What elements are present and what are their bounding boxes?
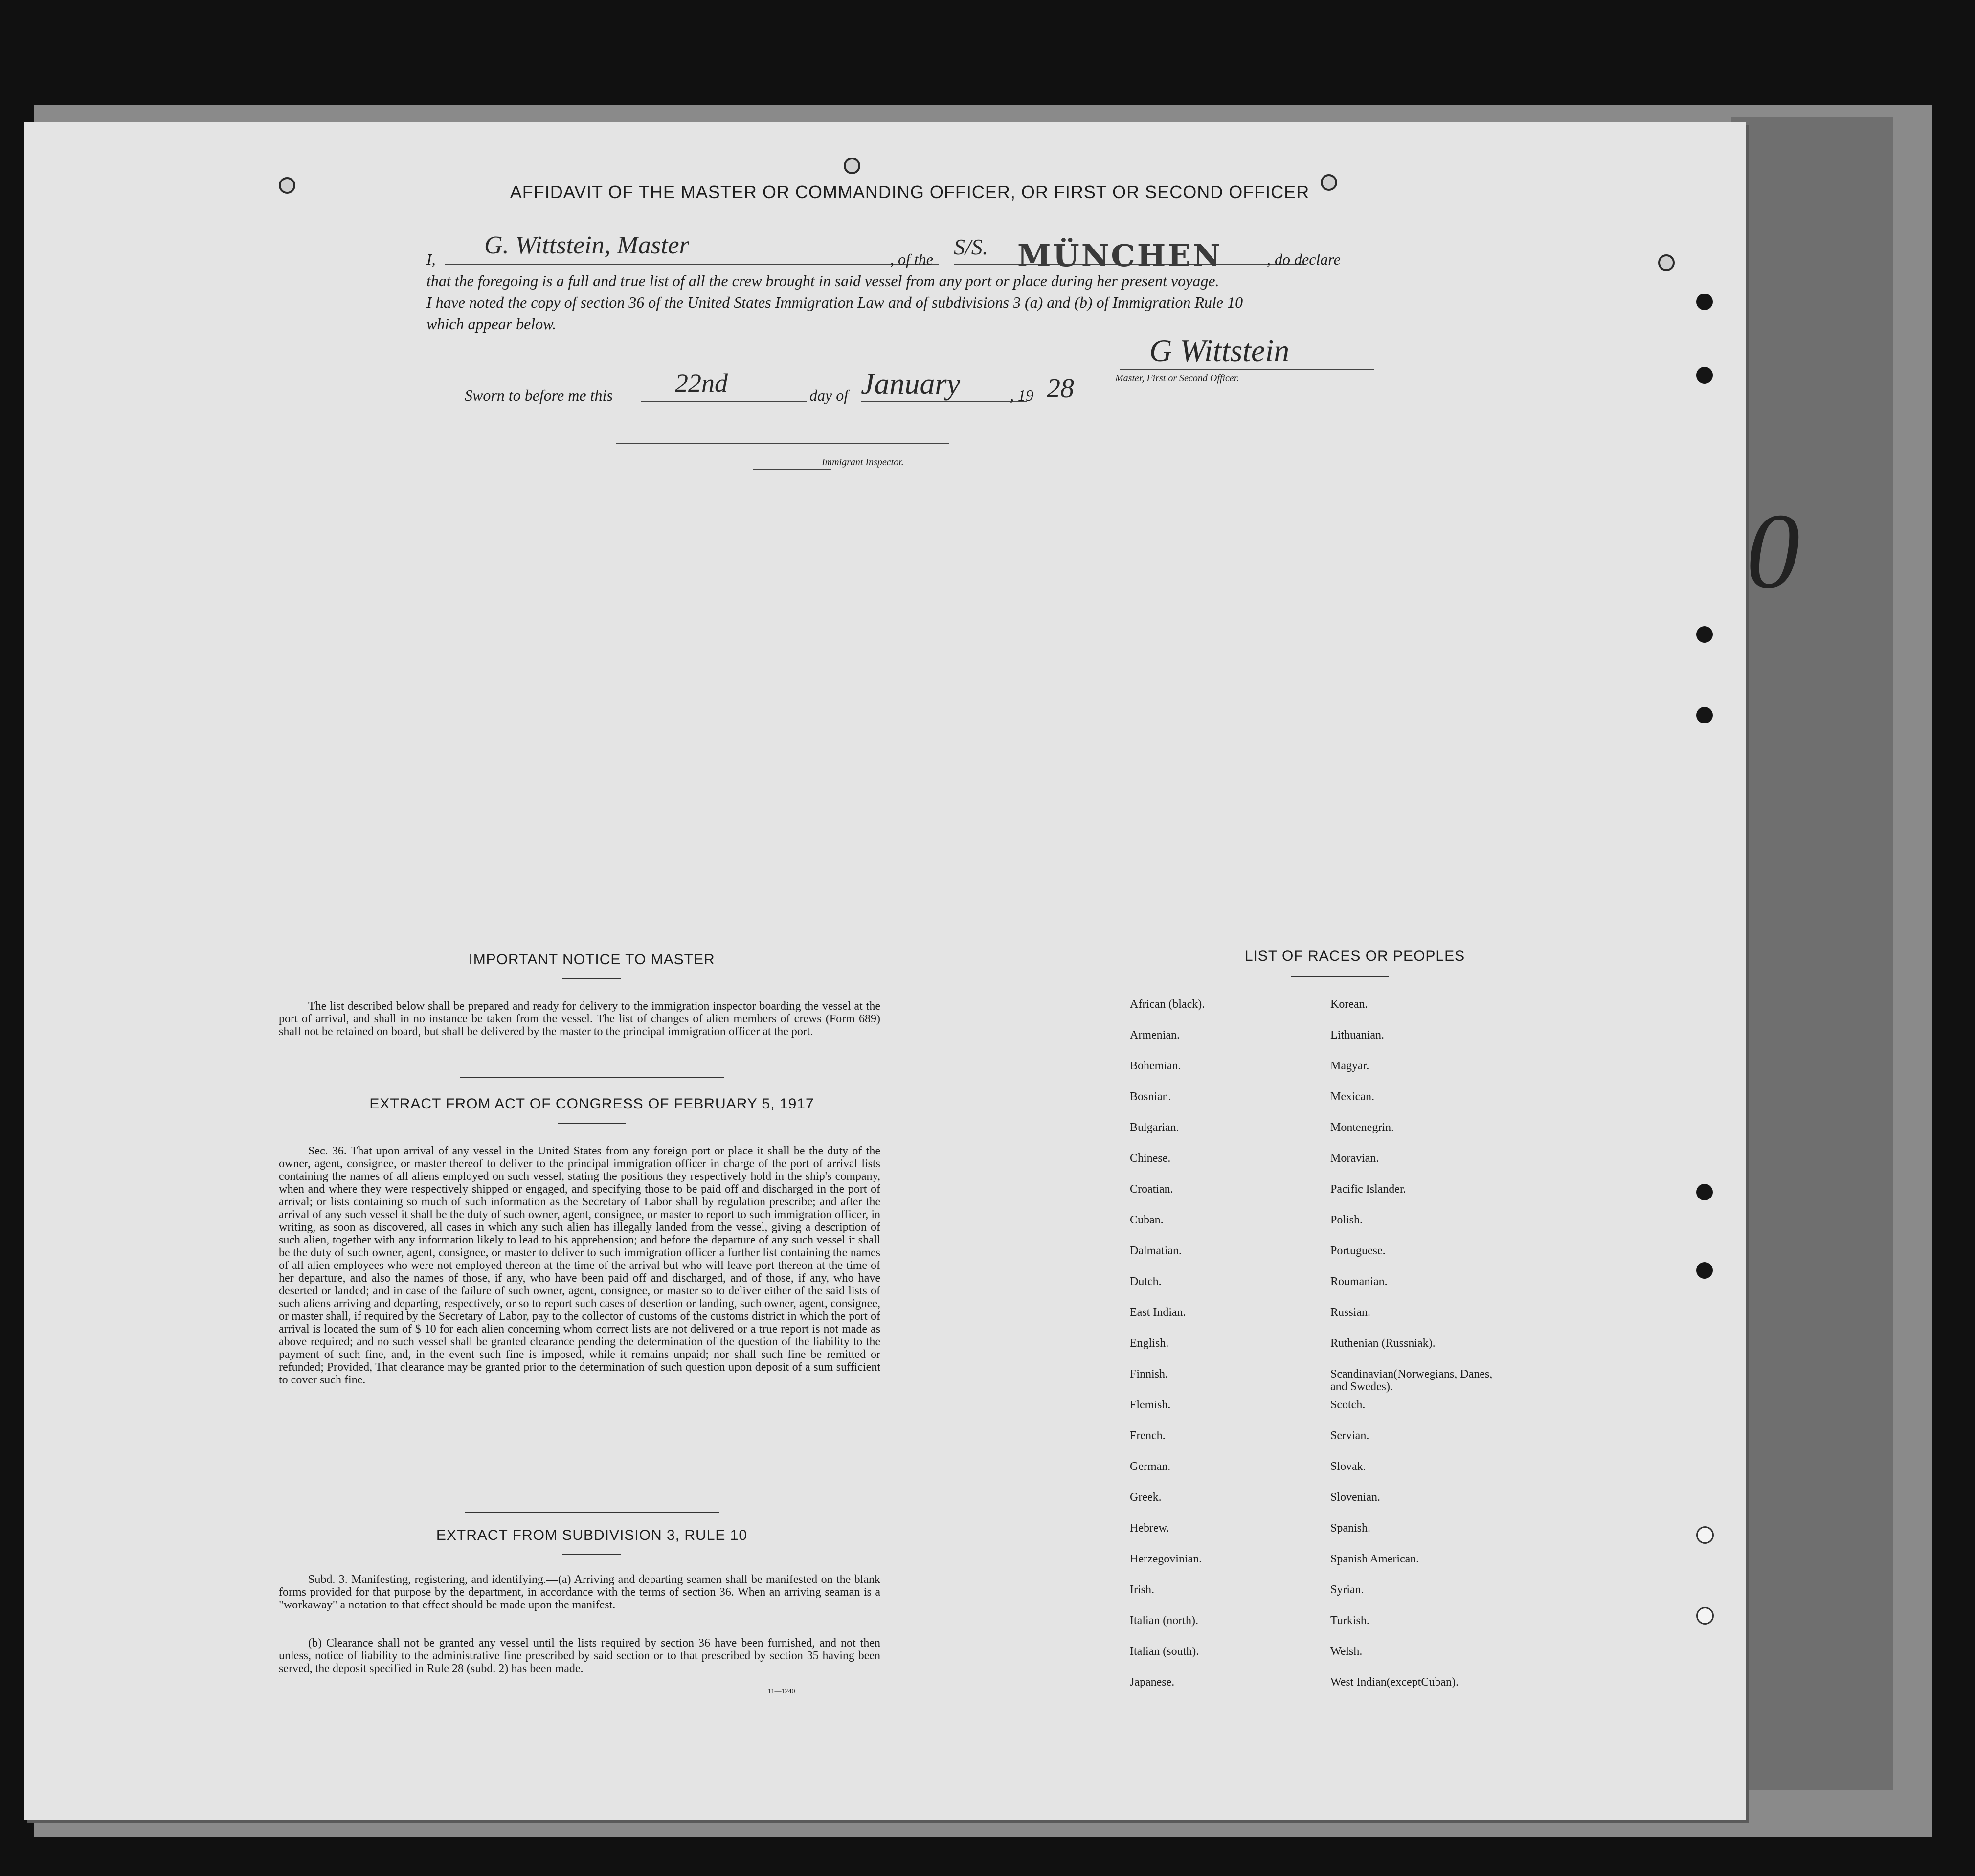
race-item: Roumanian.	[1330, 1275, 1388, 1288]
race-item: Turkish.	[1330, 1614, 1369, 1627]
affidavit-line-4: which appear below.	[426, 315, 557, 333]
race-item: English.	[1130, 1337, 1169, 1350]
race-item: Ruthenian (Russniak).	[1330, 1337, 1436, 1350]
master-signature: G Wittstein	[1149, 333, 1290, 368]
year-suffix: 28	[1047, 373, 1074, 404]
sworn-day-line	[641, 401, 807, 402]
vessel-name-stamp: MÜNCHEN	[1017, 238, 1223, 273]
race-item: Spanish.	[1330, 1522, 1371, 1535]
divider	[558, 1123, 626, 1124]
race-item: Italian (north).	[1130, 1614, 1198, 1627]
margin-mark: 0	[1746, 491, 1800, 610]
race-item: Irish.	[1130, 1583, 1154, 1596]
rule-extract-heading: EXTRACT FROM SUBDIVISION 3, RULE 10	[436, 1527, 748, 1543]
affidavit-line-2: that the foregoing is a full and true list of all the crew brought in said vessel from any port or place during her present voyage.	[426, 272, 1219, 290]
race-item: Chinese.	[1130, 1152, 1171, 1165]
race-item: Scotch.	[1330, 1399, 1366, 1411]
form-number: 11—1240	[768, 1688, 795, 1695]
sworn-month: January	[861, 367, 961, 401]
punch-hole	[1658, 254, 1675, 271]
race-item: African (black).	[1130, 998, 1205, 1011]
inspector-label: Immigrant Inspector.	[822, 457, 904, 468]
race-item: Bulgarian.	[1130, 1121, 1179, 1134]
races-column-1	[1130, 998, 1205, 1707]
of-the-label: , of the	[890, 250, 933, 268]
punch-hole	[1696, 1184, 1713, 1200]
race-item: West Indian(exceptCuban).	[1330, 1676, 1459, 1689]
i-label: I,	[426, 250, 436, 268]
race-item: Scandinavian(Norwegians, Danes, and Swedes).	[1330, 1368, 1493, 1393]
punch-hole	[1696, 294, 1713, 310]
race-item: Lithuanian.	[1330, 1029, 1384, 1041]
affidavit-line-3: I have noted the copy of section 36 of the United States Immigration Law and of subdivisions 3 (a) and (b) of Immigration Rule 10	[426, 294, 1243, 311]
punch-hole	[1696, 1526, 1714, 1544]
race-item: Finnish.	[1130, 1368, 1168, 1380]
divider	[562, 1554, 621, 1555]
race-item: Russian.	[1330, 1306, 1371, 1319]
race-item: Magyar.	[1330, 1060, 1369, 1072]
race-item: Bosnian.	[1130, 1090, 1171, 1103]
punch-hole	[1696, 1607, 1714, 1625]
race-item: Servian.	[1330, 1429, 1369, 1442]
punch-hole	[1696, 626, 1713, 643]
master-name-line	[445, 264, 939, 265]
race-item: Slovenian.	[1330, 1491, 1380, 1504]
race-item: Spanish American.	[1330, 1553, 1419, 1565]
punch-hole	[1696, 707, 1713, 723]
race-item: Flemish.	[1130, 1399, 1171, 1411]
race-item: Croatian.	[1130, 1183, 1173, 1196]
race-item: Hebrew.	[1130, 1522, 1169, 1535]
race-item: Italian (south).	[1130, 1645, 1199, 1658]
inspector-short-line	[753, 469, 831, 470]
race-item: Dutch.	[1130, 1275, 1162, 1288]
race-item: Portuguese.	[1330, 1244, 1386, 1257]
race-item: Syrian.	[1330, 1583, 1364, 1596]
affidavit-title: AFFIDAVIT OF THE MASTER OR COMMANDING OFFICER, OR FIRST OR SECOND OFFICER	[510, 182, 1310, 202]
races-column-2	[1330, 998, 1536, 1707]
race-item: Pacific Islander.	[1330, 1183, 1406, 1196]
sworn-day: 22nd	[675, 368, 728, 398]
master-name: G. Wittstein, Master	[484, 231, 689, 259]
race-item: Greek.	[1130, 1491, 1162, 1504]
manifest-page	[24, 122, 1746, 1820]
races-heading: LIST OF RACES OR PEOPLES	[1244, 948, 1465, 964]
race-item: French.	[1130, 1429, 1166, 1442]
race-item: Cuban.	[1130, 1214, 1164, 1226]
sworn-label: Sworn to before me this	[465, 386, 613, 404]
signature-label: Master, First or Second Officer.	[1115, 373, 1239, 384]
divider	[1291, 976, 1389, 977]
race-item: Welsh.	[1330, 1645, 1363, 1658]
race-item: Bohemian.	[1130, 1060, 1181, 1072]
race-item: Japanese.	[1130, 1676, 1175, 1689]
do-declare-label: , do declare	[1267, 250, 1341, 268]
punch-hole	[1696, 367, 1713, 384]
divider	[465, 1512, 719, 1513]
race-item: Moravian.	[1330, 1152, 1379, 1165]
race-item: Korean.	[1330, 998, 1368, 1011]
backing-sheet-edge	[1731, 117, 1893, 1790]
race-item: East Indian.	[1130, 1306, 1186, 1319]
punch-hole	[279, 177, 295, 194]
divider	[460, 1077, 724, 1078]
rule-extract-text-a: Subd. 3. Manifesting, registering, and identifying.—(a) Arriving and departing seamen shall be manifested on the blank forms provided for that purpose by the department, in accordance with the terms of section 36. When an arriving seaman is a "workaway" a notation to that effect should be made upon the manifest.	[279, 1573, 880, 1611]
race-item: Mexican.	[1330, 1090, 1374, 1103]
race-item: Slovak.	[1330, 1460, 1366, 1473]
notice-heading: IMPORTANT NOTICE TO MASTER	[469, 951, 715, 968]
punch-hole	[1696, 1262, 1713, 1279]
vessel-prefix: S/S.	[954, 234, 988, 259]
race-item: Polish.	[1330, 1214, 1363, 1226]
race-item: Herzegovinian.	[1130, 1553, 1202, 1565]
punch-hole	[844, 158, 860, 174]
race-item: Montenegrin.	[1330, 1121, 1394, 1134]
act-extract-text: Sec. 36. That upon arrival of any vessel in the United States from any foreign port or place it shall be the duty of the owner, agent, consignee, or master thereof to deliver to the principal immigration officer in charge of the port of arrival lists containing the names of all aliens employed on such vessel, stating the positions they respectively hold in the ship's company, when and where they were respectively shipped or engaged, and specifying those to be paid off and discharged in the port of arrival; or lists containing so much of such information as the Secretary of Labor shall by regulation prescribe; and after the arrival of any such vessel it shall be the duty of such owner, agent, consignee, or master to report to such immigration officer, in writing, as soon as discovered, all cases in which any such alien has illegally landed from the vessel, giving a description of such alien, together with any information likely to lead to his apprehension; and before the departure of any such vessel it shall be the duty of such owner, agent, consignee, or master to deliver to such immigration officer a further list containing the names of all alien employees who were not employed thereon at the time of the arrival but who will leave port thereon at the time of her departure, and also the names of those, if any, who have been paid off and discharged, and of those, if any, who have deserted or landed; and in case of the failure of such owner, agent, consignee, or master so to deliver either of the said lists of such aliens arriving and departing, respectively, or so to report such cases of desertion or landing, such owner, agent, consignee, or master shall, if required by the Secretary of Labor, pay to the collector of customs of the customs district in which the port of arrival is located the sum of $ 10 for each alien concerning whom correct lists are not delivered or a true report is not made as above required; and no such vessel shall be granted clearance pending the determination of the question of the liability to the payment of such fine, and, in the event such fine is imposed, while it remains unpaid; nor shall such fine be remitted or refunded; Provided, That clearance may be granted prior to the determination of such question upon deposit of a sum sufficient to cover such fine.	[279, 1145, 880, 1386]
year-prefix: , 19	[1010, 386, 1033, 404]
race-item: German.	[1130, 1460, 1171, 1473]
inspector-line	[616, 443, 949, 444]
race-item: Dalmatian.	[1130, 1244, 1182, 1257]
day-of-label: day of	[809, 386, 849, 404]
notice-text: The list described below shall be prepared and ready for delivery to the immigration inspector boarding the vessel at the port of arrival, and shall in no instance be taken from the vessel. The list of changes of alien members of crews (Form 689) shall not be retained on board, but shall be delivered by the master to the principal immigration officer at the port.	[279, 1000, 880, 1038]
race-item: Armenian.	[1130, 1029, 1180, 1041]
signature-line	[1120, 369, 1374, 370]
rule-extract-text-b: (b) Clearance shall not be granted any vessel until the lists required by section 36 have been furnished, and not then unless, notice of liability to the administrative fine prescribed by said section or to that prescribed by section 35 having been served, the deposit specified in Rule 28 (subd. 2) has been made.	[279, 1637, 880, 1675]
divider	[562, 978, 621, 979]
act-extract-heading: EXTRACT FROM ACT OF CONGRESS OF FEBRUARY 5, 1917	[369, 1096, 814, 1112]
